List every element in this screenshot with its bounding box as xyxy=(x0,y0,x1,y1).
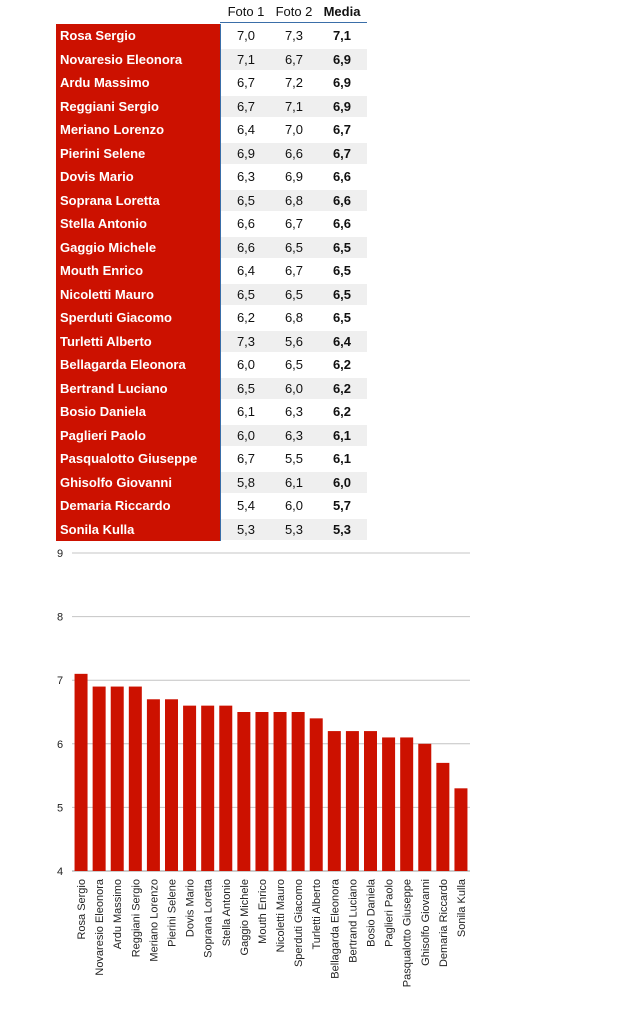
row-values xyxy=(221,284,367,305)
row-media: 5,7 xyxy=(332,498,352,513)
row-foto2: 6,7 xyxy=(284,263,304,278)
bar xyxy=(436,763,449,871)
row-name: Bertrand Luciano xyxy=(60,380,168,396)
row-foto2: 6,0 xyxy=(284,380,304,396)
row-name: Dovis Mario xyxy=(60,169,134,184)
x-tick-label: Meriano Lorenzo xyxy=(148,879,161,962)
row-values xyxy=(221,25,367,46)
row-foto2: 6,8 xyxy=(284,192,304,208)
y-tick-label: 9 xyxy=(56,548,64,560)
x-tick-label: Bosio Daniela xyxy=(365,879,378,947)
y-tick-label: 6 xyxy=(56,738,64,751)
row-name: Pierini Selene xyxy=(60,145,146,161)
row-foto2: 6,7 xyxy=(284,51,304,67)
row-media: 6,9 xyxy=(332,51,352,67)
table-row xyxy=(56,212,367,235)
row-media: 6,1 xyxy=(332,451,352,466)
row-name: Paglieri Paolo xyxy=(60,427,146,443)
bar xyxy=(129,687,142,871)
row-media: 6,7 xyxy=(332,122,352,137)
row-name: Reggiani Sergio xyxy=(60,98,159,114)
row-media: 6,1 xyxy=(332,427,352,443)
table-row xyxy=(56,189,367,212)
row-foto1: 6,7 xyxy=(236,75,256,90)
row-foto2: 6,0 xyxy=(284,498,304,513)
row-media: 6,5 xyxy=(332,310,352,325)
row-media: 6,6 xyxy=(332,216,352,231)
x-tick-label: Rosa Sergio xyxy=(76,879,89,940)
row-values xyxy=(221,260,367,281)
row-foto1: 6,2 xyxy=(236,310,256,325)
table-row xyxy=(56,518,367,541)
row-values xyxy=(221,49,367,70)
row-values xyxy=(221,331,367,352)
table-row xyxy=(56,353,367,376)
row-values xyxy=(221,166,367,187)
x-tick-label: Pasqualotto Giuseppe xyxy=(401,879,414,988)
row-values xyxy=(221,237,367,258)
table-row xyxy=(56,306,367,329)
row-values xyxy=(221,119,367,140)
row-foto2: 5,3 xyxy=(284,521,304,537)
row-media: 6,5 xyxy=(332,263,352,278)
table-row xyxy=(56,330,367,353)
row-values xyxy=(221,354,367,375)
x-tick-label: Dovis Mario xyxy=(184,879,197,938)
row-foto2: 7,0 xyxy=(284,122,304,137)
y-tick-label: 4 xyxy=(56,866,64,878)
row-name: Rosa Sergio xyxy=(60,28,136,43)
row-foto2: 6,5 xyxy=(284,239,304,255)
row-media: 6,5 xyxy=(332,286,352,302)
x-tick-label: Nicoletti Mauro xyxy=(275,879,288,953)
x-tick-label: Paglieri Paolo xyxy=(383,879,396,947)
row-name: Gaggio Michele xyxy=(60,239,157,255)
y-tick-label: 7 xyxy=(56,675,64,688)
x-tick-label: Turletti Alberto xyxy=(311,879,324,950)
table-row xyxy=(56,95,367,118)
bar xyxy=(75,674,88,871)
row-name: Meriano Lorenzo xyxy=(60,122,165,137)
table-row xyxy=(56,165,367,188)
row-foto1: 6,7 xyxy=(236,98,256,114)
row-media: 5,3 xyxy=(332,521,352,537)
row-foto1: 6,1 xyxy=(236,404,256,419)
row-foto2: 6,3 xyxy=(284,404,304,419)
row-name: Sonila Kulla xyxy=(60,521,135,537)
row-values xyxy=(221,307,367,328)
row-foto2: 7,1 xyxy=(284,98,304,114)
bar xyxy=(147,699,160,871)
bar xyxy=(183,706,196,871)
x-tick-label: Bellagarda Eleonora xyxy=(329,879,342,979)
table-row xyxy=(56,494,367,517)
row-foto1: 6,3 xyxy=(236,169,256,184)
row-name: Ghisolfo Giovanni xyxy=(60,474,172,490)
bar xyxy=(310,718,323,871)
bar xyxy=(382,737,395,871)
row-foto2: 5,6 xyxy=(284,333,304,349)
row-values xyxy=(221,378,367,399)
x-tick-label: Ardu Massimo xyxy=(112,879,125,950)
row-name: Demaria Riccardo xyxy=(60,498,171,513)
row-foto2: 6,9 xyxy=(284,169,304,184)
row-name: Mouth Enrico xyxy=(60,263,144,278)
bar xyxy=(255,712,268,871)
header-foto1: Foto 1 xyxy=(227,4,265,19)
row-values xyxy=(221,190,367,211)
table-row xyxy=(56,447,367,470)
row-media: 6,2 xyxy=(332,404,352,419)
row-media: 6,6 xyxy=(332,192,352,208)
row-foto2: 6,5 xyxy=(284,286,304,302)
row-media: 6,9 xyxy=(332,75,352,90)
row-media: 6,6 xyxy=(332,169,352,184)
row-foto1: 5,4 xyxy=(236,498,256,513)
row-foto2: 5,5 xyxy=(284,451,304,466)
row-name: Turletti Alberto xyxy=(60,333,152,349)
bar xyxy=(400,737,413,871)
bar xyxy=(364,731,377,871)
y-tick-label: 8 xyxy=(56,611,64,624)
row-foto2: 6,8 xyxy=(284,310,304,325)
row-foto1: 6,4 xyxy=(236,263,256,278)
x-tick-label: Sonila Kulla xyxy=(455,879,468,938)
bar xyxy=(165,699,178,871)
row-values xyxy=(221,519,367,540)
bar xyxy=(93,687,106,871)
header-divider xyxy=(220,22,367,23)
row-values xyxy=(221,495,367,516)
table-row xyxy=(56,71,367,94)
row-media: 6,5 xyxy=(332,239,352,255)
row-foto1: 6,9 xyxy=(236,145,256,161)
row-foto1: 7,3 xyxy=(236,333,256,349)
row-foto1: 6,5 xyxy=(236,380,256,396)
row-foto1: 6,5 xyxy=(236,286,256,302)
bar xyxy=(111,687,124,871)
row-name: Ardu Massimo xyxy=(60,75,150,90)
row-values xyxy=(221,448,367,469)
row-foto1: 5,8 xyxy=(236,474,256,490)
row-name: Bellagarda Eleonora xyxy=(60,357,186,372)
table-row xyxy=(56,118,367,141)
x-tick-label: Gaggio Michele xyxy=(238,879,251,956)
row-foto1: 7,1 xyxy=(236,51,256,67)
row-values xyxy=(221,425,367,446)
bar xyxy=(274,712,287,871)
x-tick-label: Reggiani Sergio xyxy=(130,879,143,958)
row-values xyxy=(221,72,367,93)
row-foto2: 7,3 xyxy=(284,28,304,43)
table-row xyxy=(56,142,367,165)
bar xyxy=(328,731,341,871)
row-media: 7,1 xyxy=(332,28,352,43)
bar-chart xyxy=(0,545,624,1023)
row-foto1: 6,5 xyxy=(236,192,256,208)
row-foto1: 6,0 xyxy=(236,357,256,372)
row-foto1: 6,6 xyxy=(236,239,256,255)
table-row xyxy=(56,400,367,423)
row-values xyxy=(221,96,367,117)
row-foto2: 6,1 xyxy=(284,474,304,490)
row-name: Novaresio Eleonora xyxy=(60,51,183,67)
bar xyxy=(346,731,359,871)
row-values xyxy=(221,472,367,493)
row-foto2: 6,5 xyxy=(284,357,304,372)
table-row xyxy=(56,48,367,71)
row-media: 6,2 xyxy=(332,357,352,372)
row-foto1: 6,7 xyxy=(236,451,256,466)
row-media: 6,2 xyxy=(332,380,352,396)
row-name: Pasqualotto Giuseppe xyxy=(60,451,198,466)
row-media: 6,7 xyxy=(332,145,352,161)
row-foto1: 6,6 xyxy=(236,216,256,231)
bar xyxy=(237,712,250,871)
row-foto2: 6,7 xyxy=(284,216,304,231)
row-name: Stella Antonio xyxy=(60,216,147,231)
row-foto2: 6,6 xyxy=(284,145,304,161)
y-tick-label: 5 xyxy=(56,802,64,815)
row-foto2: 7,2 xyxy=(284,75,304,90)
row-name: Nicoletti Mauro xyxy=(60,286,154,302)
bar xyxy=(201,706,214,871)
table-row xyxy=(56,236,367,259)
x-tick-label: Soprana Loretta xyxy=(202,879,215,958)
row-values xyxy=(221,401,367,422)
x-tick-label: Mouth Enrico xyxy=(256,879,269,944)
row-media: 6,0 xyxy=(332,474,352,490)
table-row xyxy=(56,259,367,282)
row-values xyxy=(221,213,367,234)
bar xyxy=(418,744,431,871)
row-foto1: 6,0 xyxy=(236,427,256,443)
x-tick-label: Sperduti Giacomo xyxy=(293,879,306,968)
table-row xyxy=(56,471,367,494)
x-tick-label: Ghisolfo Giovanni xyxy=(419,879,432,966)
x-tick-label: Stella Antonio xyxy=(220,879,233,947)
bar xyxy=(454,788,467,871)
row-media: 6,9 xyxy=(332,98,352,114)
row-name: Soprana Loretta xyxy=(60,192,160,208)
bar xyxy=(292,712,305,871)
table-row xyxy=(56,424,367,447)
x-tick-label: Demaria Riccardo xyxy=(437,879,450,968)
table-row xyxy=(56,24,367,47)
row-foto1: 6,4 xyxy=(236,122,256,137)
row-name: Sperduti Giacomo xyxy=(60,310,172,325)
row-media: 6,4 xyxy=(332,333,352,349)
header-foto2: Foto 2 xyxy=(275,4,313,19)
header-media: Media xyxy=(323,4,361,19)
x-tick-label: Pierini Selene xyxy=(166,879,179,947)
row-foto2: 6,3 xyxy=(284,427,304,443)
row-values xyxy=(221,143,367,164)
x-tick-label: Bertrand Luciano xyxy=(347,879,360,963)
bar xyxy=(219,706,232,871)
row-foto1: 7,0 xyxy=(236,28,256,43)
table-row xyxy=(56,283,367,306)
table-row xyxy=(56,377,367,400)
row-foto1: 5,3 xyxy=(236,521,256,537)
row-name: Bosio Daniela xyxy=(60,404,146,419)
x-tick-label: Novaresio Eleonora xyxy=(94,879,107,976)
